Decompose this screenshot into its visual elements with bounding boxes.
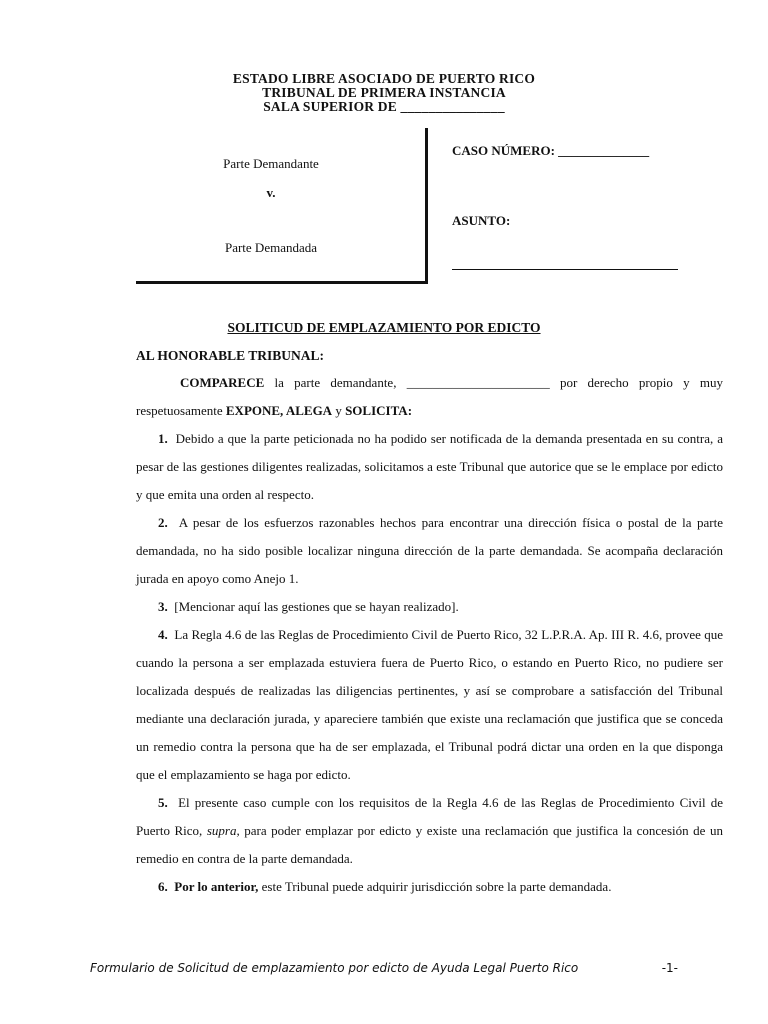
- page-footer: [90, 961, 678, 975]
- solicita-word: SOLICITA:: [345, 403, 413, 418]
- item-4: [136, 621, 723, 789]
- item-text-continued: para poder emplazar por edicto y existe una reclamación que justifica la concesión de un remedio en contra de la parte demandada.: [136, 823, 723, 866]
- item-text: A pesar de los esfuerzos razonables hechos para encontrar una dirección física o postal de la parte demandada, no ha sido posible localizar ninguna dirección de la parte demandada. Se acompaña declaración jurada en apoyo como Anejo 1.: [136, 515, 724, 586]
- caption-vertical-rule: [425, 128, 428, 284]
- item-6: [136, 873, 723, 901]
- header-line-1: ESTADO LIBRE ASOCIADO DE PUERTO RICO: [232, 71, 536, 86]
- item-number: 4.: [158, 627, 168, 642]
- intro-text: la parte demandante, ______________________ por derecho propio y muy respetuosamente: [136, 375, 723, 418]
- item-number: 3.: [158, 599, 168, 614]
- address-line: AL HONORABLE TRIBUNAL:: [136, 348, 325, 363]
- plaintiff-label: Parte Demandante: [223, 156, 319, 171]
- defendant-label: Parte Demandada: [224, 240, 318, 255]
- document-title: SOLITICUD DE EMPLAZAMIENTO POR EDICTO: [227, 320, 541, 335]
- header-line-2: TRIBUNAL DE PRIMERA INSTANCIA: [262, 85, 506, 100]
- item-3: [136, 593, 723, 621]
- supra-word: supra,: [206, 823, 240, 838]
- item-bold-phrase: Por lo anterior,: [174, 879, 259, 894]
- caption-horizontal-rule: [136, 281, 428, 284]
- expone-words: EXPONE, ALEGA: [225, 403, 333, 418]
- item-number: 2.: [158, 515, 168, 530]
- item-2: [136, 509, 723, 593]
- page-number: -1-: [661, 961, 678, 975]
- item-text: [Mencionar aquí las gestiones que se hayan realizado].: [174, 599, 459, 614]
- item-number: 1.: [158, 431, 168, 446]
- document-body: [136, 346, 723, 901]
- item-text: este Tribunal puede adquirir jurisdicción sobre la parte demandada.: [258, 879, 612, 894]
- item-number: 6.: [158, 879, 168, 894]
- comparece-word: COMPARECE: [180, 375, 265, 390]
- court-header: [0, 72, 768, 114]
- item-1: [136, 425, 723, 509]
- item-5: [136, 789, 723, 873]
- item-text: La Regla 4.6 de las Reglas de Procedimiento Civil de Puerto Rico, 32 L.P.R.A. Ap. III R. 4.6, provee que cuando la persona a ser emplazada estuviera fuera de Puerto Rico, o estando en Puerto Rico, no pudiere ser localizada después de realizadas las diligencias pertinentes, y así se comprobare a satisfacción del Tribunal mediante una declaración jurada, y apareciere también que existe una reclamación que justifica que se conceda un remedio contra la persona que ha de ser emplazada, el Tribunal podrá dictar una orden en la que disponga que el emplazamiento se haga por edicto.: [136, 627, 723, 782]
- header-line-3: SALA SUPERIOR DE _______________: [263, 99, 505, 114]
- subject-blank-line: [452, 269, 678, 270]
- item-text: Debido a que la parte peticionada no ha podido ser notificada de la demanda presentada en su contra, a pesar de las gestiones diligentes realizadas, solicitamos a este Tribunal que autorice que se le emplace por edicto y que emita una orden al respecto.: [136, 431, 723, 502]
- intro-y: y: [332, 403, 346, 418]
- case-number: CASO NÚMERO: ______________: [452, 143, 650, 158]
- subject-label: ASUNTO:: [452, 213, 511, 228]
- item-number: 5.: [158, 795, 168, 810]
- intro-paragraph: [136, 369, 723, 425]
- footer-text: Formulario de Solicitud de emplazamiento por edicto de Ayuda Legal Puerto Rico: [90, 961, 579, 975]
- item-text: El presente caso cumple con los requisitos de la Regla 4.6 de las Reglas de Procedimiento Civil de Puerto Rico,: [136, 795, 724, 838]
- versus-label: v.: [266, 185, 276, 200]
- case-caption: [136, 128, 430, 285]
